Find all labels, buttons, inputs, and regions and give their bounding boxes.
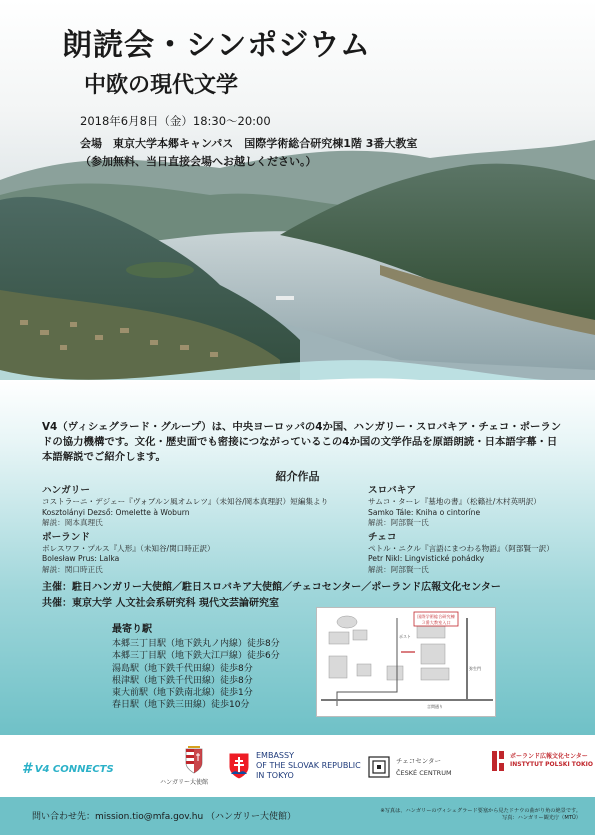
campus-map-drawing — [317, 608, 495, 716]
v4-connects-text: V4 CONNECTS — [34, 763, 114, 775]
czech-line-2: ČESKÉ CENTRUM — [396, 769, 452, 777]
content-panel — [0, 380, 595, 735]
slovak-line-3: IN TOKYO — [256, 771, 294, 780]
work-item-slovakia — [368, 484, 578, 529]
polish-institute-icon — [490, 749, 506, 773]
country-label: ハンガリー — [42, 485, 90, 496]
hungary-coat-of-arms-icon — [174, 745, 214, 775]
works-column-left — [42, 484, 342, 578]
photo-credit — [380, 808, 581, 822]
map-building-label: 国際学術総合研究棟 — [417, 614, 455, 619]
work-original-title: Kosztolányi Dezső: Omelette à Woburn — [42, 507, 190, 517]
contact-info: 問い合わせ先：mission.tio@mfa.gov.hu （ハンガリー大使館） — [32, 812, 297, 822]
country-label: チェコ — [368, 531, 397, 543]
hash-icon: # — [22, 761, 32, 777]
czech-line-1: チェコセンター — [396, 757, 442, 765]
event-admission-note: （参加無料、当日直接会場へお越しください。） — [80, 155, 317, 168]
organizers-main: 主催：駐日ハンガリー大使館／駐日スロバキア大使館／チェコセンター／ポーランド広報文化センター — [42, 582, 501, 593]
country-label: ポーランド — [42, 531, 90, 543]
station-item: 本郷三丁目駅（地下鉄大江戸線）徒歩6分 — [112, 651, 280, 662]
station-item: 東大前駅（地下鉄南北線）徒歩1分 — [112, 688, 253, 699]
station-item: 根津駅（地下鉄千代田線）徒歩8分 — [112, 675, 253, 686]
organizers-co: 共催：東京大学 人文社会系研究科 現代文芸論研究室 — [42, 598, 279, 609]
hero-text-block — [62, 26, 417, 169]
hungary-embassy-text: ハンガリー大使館 — [160, 779, 209, 786]
event-subtitle: 中欧の現代文学 — [84, 73, 239, 98]
work-commentary: 解説：阿部賢一氏 — [368, 564, 429, 574]
station-item: 春日駅（地下鉄三田線）徒歩10分 — [112, 700, 250, 711]
map-gate-label: 弥生門 — [469, 666, 481, 671]
station-item: 湯島駅（地下鉄千代田線）徒歩8分 — [112, 663, 253, 674]
polish-institute-logo — [490, 749, 593, 773]
polish-institute-text — [510, 753, 593, 769]
slovak-coat-of-arms-icon — [228, 752, 250, 780]
czech-centre-logo — [368, 755, 452, 779]
slovak-embassy-logo — [228, 751, 361, 781]
work-item-poland — [42, 531, 342, 576]
v4-connects-logo — [22, 761, 114, 777]
work-original-title: Samko Tále: Kniha o cintoríne — [368, 507, 481, 517]
work-title: ボレスワフ・プルス『人形』（未知谷/関口時正訳） — [42, 543, 215, 553]
work-title: サムコ・ターレ『墓地の書』（松籟社/木村英明訳） — [368, 497, 541, 506]
footer — [0, 797, 595, 835]
work-title: コストラーニ・デジェー『ヴォブルン風オムレツ』（未知谷/岡本真理訳）短編集より — [42, 497, 329, 506]
photo-credit-line-1: ※写真は、ハンガリーのヴィシェグラード要塞から見たドナウの曲がり角の絶景です。 — [380, 808, 581, 814]
country-label: スロバキア — [368, 485, 416, 496]
work-commentary: 解説：岡本真理氏 — [42, 518, 103, 528]
intro-paragraph: V4（ヴィシェグラード・グループ）は、中央ヨーロッパの4か国、ハンガリー・スロバキア・チェコ・ポーランドの協力機構です。文化・歴史面でも密接につながっているこの4か国の文学作品を原語朗読・日本語字幕・日本語解説でご紹介します。 — [42, 421, 562, 463]
slovak-line-2: OF THE SLOVAK REPUBLIC — [256, 761, 361, 770]
nearest-stations — [112, 624, 302, 711]
czech-centre-icon — [368, 756, 390, 778]
map-road-label: 言問通り — [427, 704, 443, 709]
map-room-label: ３番大教室入口 — [421, 620, 451, 625]
work-original-title: Petr Nikl: Lingvistické pohádky — [368, 554, 485, 564]
event-venue: 会場 東京大学本郷キャンパス 国際学術総合研究棟1階 3番大教室 — [80, 137, 418, 150]
sponsor-logos — [0, 735, 595, 797]
slovak-line-1: EMBASSY — [256, 751, 294, 760]
works-column-right — [368, 484, 578, 578]
access-map — [316, 607, 496, 717]
hungary-embassy-logo — [160, 745, 230, 789]
work-commentary: 解説：阿部賢一氏 — [368, 518, 429, 528]
event-date: 2018年6月8日（金）18:30〜20:00 — [80, 114, 271, 128]
stations-title: 最寄り駅 — [112, 624, 152, 635]
event-title: 朗読会・シンポジウム — [62, 28, 371, 63]
photo-credit-line-2: 写真：ハンガリー観光庁（MTÜ） — [502, 815, 581, 821]
work-title: ペトル・ニクル『言語にまつわる物語』（阿部賢一訳） — [368, 543, 554, 553]
work-commentary: 解説：関口時正氏 — [42, 564, 103, 574]
poland-line-2: INSTYTUT POLSKI TOKIO — [510, 761, 593, 768]
works-heading: 紹介作品 — [275, 470, 320, 483]
czech-centre-text — [396, 755, 452, 779]
poland-line-1: ポーランド広報文化センター — [510, 753, 588, 760]
station-item: 本郷三丁目駅（地下鉄丸ノ内線）徒歩8分 — [112, 639, 280, 650]
work-item-hungary — [42, 484, 342, 529]
work-original-title: Bolesław Prus: Lalka — [42, 554, 120, 564]
map-post-label: ポスト — [399, 634, 411, 639]
work-item-czech — [368, 531, 578, 576]
slovak-embassy-text — [256, 751, 361, 781]
